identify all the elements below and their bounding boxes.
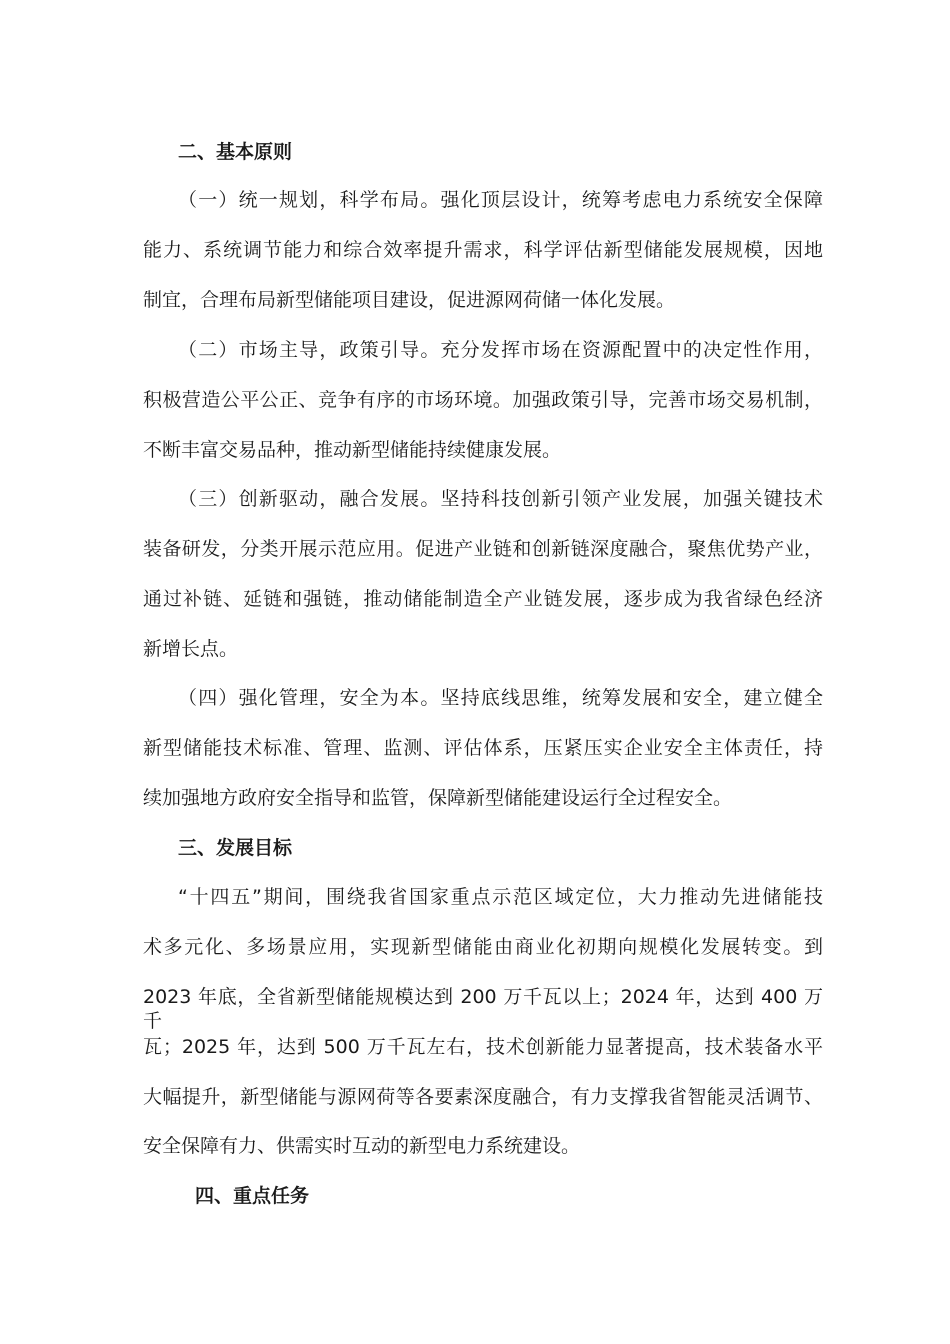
section-heading-basic-principles: 二、基本原则 — [178, 141, 293, 163]
paragraph-line: 积极营造公平公正、竞争有序的市场环境。加强政策引导，完善市场交易机制， — [143, 389, 823, 411]
paragraph-line: 通过补链、延链和强链，推动储能制造全产业链发展，逐步成为我省绿色经济 — [143, 588, 823, 610]
paragraph-line: “十四五”期间，围绕我省国家重点示范区域定位，大力推动先进储能技 — [178, 886, 823, 908]
paragraph-line: （三）创新驱动，融合发展。坚持科技创新引领产业发展，加强关键技术 — [178, 488, 823, 510]
paragraph-line: （一）统一规划，科学布局。强化顶层设计，统筹考虑电力系统安全保障 — [178, 189, 823, 211]
paragraph-line: 不断丰富交易品种，推动新型储能持续健康发展。 — [143, 439, 562, 461]
section-heading-development-goals: 三、发展目标 — [178, 837, 293, 859]
paragraph-line: 瓦；2025 年，达到 500 万千瓦左右，技术创新能力显著提高，技术装备水平 — [143, 1036, 823, 1058]
paragraph-line: （四）强化管理，安全为本。坚持底线思维，统筹发展和安全，建立健全 — [178, 687, 823, 709]
paragraph-line: 能力、系统调节能力和综合效率提升需求，科学评估新型储能发展规模，因地 — [143, 239, 823, 261]
paragraph-line: 2023 年底，全省新型储能规模达到 200 万千瓦以上；2024 年，达到 400 万千 — [143, 986, 823, 1032]
paragraph-line: 新增长点。 — [143, 638, 239, 660]
paragraph-line: 装备研发，分类开展示范应用。促进产业链和创新链深度融合，聚焦优势产业， — [143, 538, 823, 560]
paragraph-line: 大幅提升，新型储能与源网荷等各要素深度融合，有力支撑我省智能灵活调节、 — [143, 1086, 823, 1108]
paragraph-line: 安全保障有力、供需实时互动的新型电力系统建设。 — [143, 1135, 581, 1157]
paragraph-line: 续加强地方政府安全指导和监管，保障新型储能建设运行全过程安全。 — [143, 787, 733, 809]
paragraph-line: 制宜，合理布局新型储能项目建设，促进源网荷储一体化发展。 — [143, 289, 676, 311]
paragraph-line: 新型储能技术标准、管理、监测、评估体系，压紧压实企业安全主体责任，持 — [143, 737, 823, 759]
section-heading-key-tasks: 四、重点任务 — [195, 1185, 310, 1207]
paragraph-line: 术多元化、多场景应用，实现新型储能由商业化初期向规模化发展转变。到 — [143, 936, 823, 958]
paragraph-line: （二）市场主导，政策引导。充分发挥市场在资源配置中的决定性作用， — [178, 339, 823, 361]
